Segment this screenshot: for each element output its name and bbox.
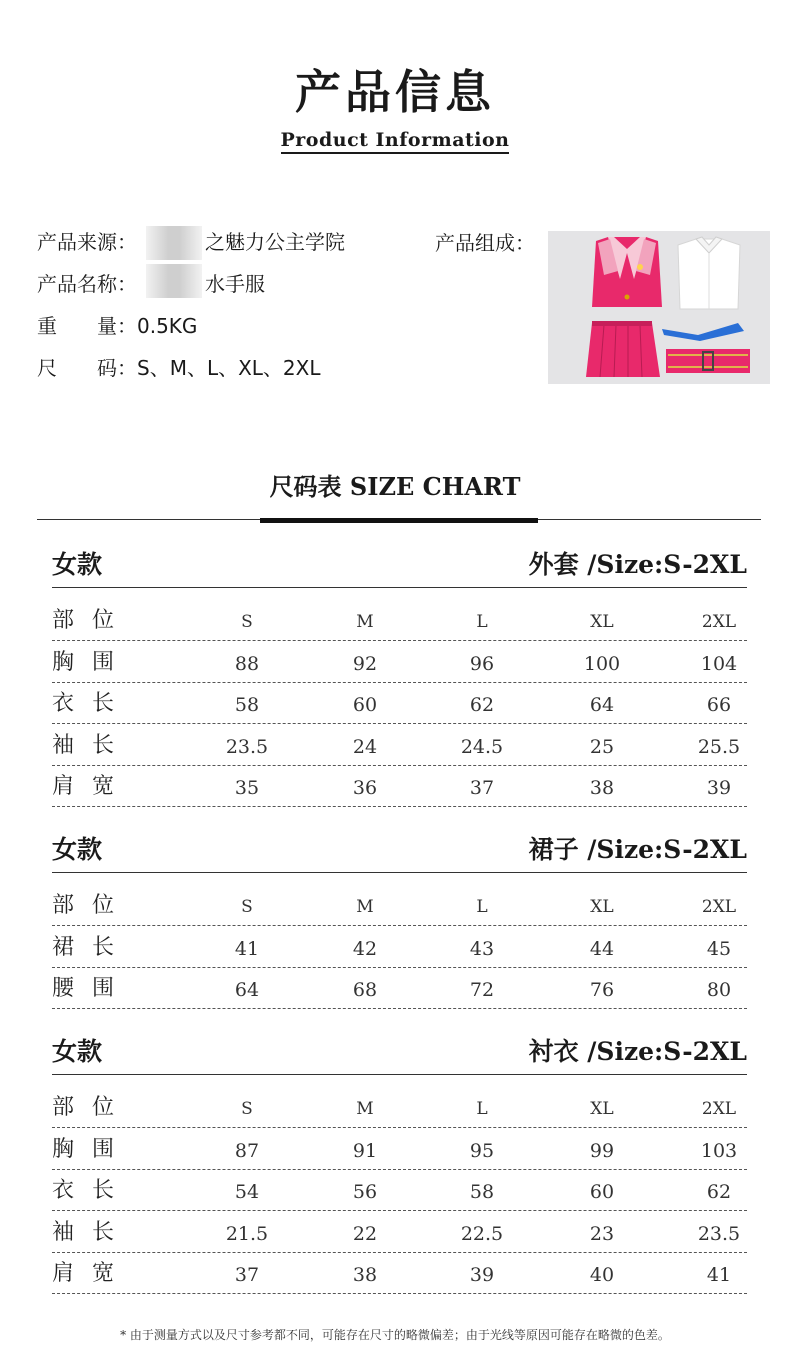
size-column-header: L [476,612,488,632]
row-label: 袖长 [52,732,133,758]
size-chart-title: 尺码表 SIZE CHART [269,472,521,501]
section-rule [52,872,747,873]
table-cell: 72 [469,979,495,1001]
table-cell: 87 [234,1139,260,1162]
tie-icon [662,323,744,341]
table-cell: 37 [234,1264,260,1286]
size-column-header: XL [590,1099,614,1119]
size-column-header: S [241,1099,253,1119]
size-column-header: S [241,897,253,917]
table-cell: 21.5 [225,1222,269,1245]
size-column-header: XL [590,612,614,632]
shirt-icon [678,237,740,309]
header-label: 部位 [52,608,133,633]
table-cell: 25.5 [697,735,741,758]
row-label: 胸围 [52,649,133,675]
table-header-row [52,885,747,926]
table-cell: 43 [469,937,495,960]
table-row [52,1212,747,1253]
table-cell: 42 [352,937,378,960]
table-cell: 58 [469,1181,495,1203]
table-cell: 99 [589,1139,615,1162]
row-label: 肩宽 [52,1261,133,1286]
size-column-header: 2XL [701,1099,737,1119]
table-cell: 60 [589,1181,615,1203]
source-value: 之魅力公主学院 [205,230,345,254]
header-label: 部位 [52,893,133,918]
size-column-header: 2XL [701,612,737,632]
table-cell: 64 [234,979,260,1001]
row-label: 腰围 [52,976,133,1001]
table-cell: 103 [700,1139,738,1162]
section-title [52,1032,747,1072]
jacket-icon [592,237,662,307]
table-cell: 39 [706,777,732,799]
table-cell: 91 [352,1139,378,1162]
name-label: 产品名称： [37,272,137,296]
table-cell: 23 [589,1222,615,1245]
weight-label: 重 量： [37,314,137,338]
section-rule [52,587,747,588]
section-title [52,545,747,585]
table-row [52,927,747,968]
table-cell: 95 [469,1139,495,1162]
size-column-header: L [476,897,488,917]
table-row [52,1170,747,1211]
table-cell: 68 [352,979,378,1001]
header-label: 部位 [52,1095,133,1120]
section-right-title: 衬衣 /Size:S-2XL [528,1037,747,1066]
table-cell: 56 [352,1181,378,1203]
row-label: 衣长 [52,691,133,716]
skirt-icon [586,321,660,377]
row-label: 衣长 [52,1178,133,1203]
table-cell: 23.5 [697,1222,741,1245]
footnote: * 由于测量方式以及尺寸参考都不同，可能存在尺寸的略微偏差；由于光线等原因可能存在略微的色差。 [120,1328,670,1342]
size-chart-accent-bar [260,518,538,523]
table-cell: 76 [589,979,615,1001]
table-cell: 62 [469,694,495,716]
table-cell: 80 [706,979,732,1001]
table-cell: 64 [589,694,615,716]
belt-icon [666,349,750,373]
table-row [52,968,747,1009]
table-cell: 58 [234,694,260,716]
blurred-name-mask [146,264,202,298]
table-cell: 36 [352,777,378,799]
table-cell: 92 [352,652,378,675]
table-cell: 35 [234,777,260,799]
info-weight-row [37,311,197,341]
blurred-brand-mask [146,226,202,260]
size-value: S、M、L、XL、2XL [137,356,321,380]
table-cell: 39 [469,1264,495,1286]
size-column-header: M [356,1099,374,1119]
composition-label: 产品组成： [435,231,535,255]
table-row [52,642,747,683]
table-cell: 22.5 [460,1222,504,1245]
section-right-title: 裙子 /Size:S-2XL [528,835,747,864]
table-cell: 100 [583,652,621,675]
table-cell: 60 [352,694,378,716]
section-title [52,830,747,870]
table-cell: 22 [352,1222,378,1245]
info-name-row [37,269,137,299]
table-cell: 41 [234,937,260,960]
table-cell: 41 [706,1264,732,1286]
product-illustration [548,231,770,384]
table-cell: 45 [706,937,732,960]
table-cell: 38 [352,1264,378,1286]
table-row [52,683,747,724]
table-cell: 23.5 [225,735,269,758]
size-column-header: M [356,897,374,917]
table-cell: 66 [706,694,732,716]
table-cell: 44 [589,937,615,960]
table-cell: 38 [589,777,615,799]
table-cell: 25 [589,735,615,758]
table-row [52,766,747,807]
section-left-title: 女款 [52,835,103,864]
table-cell: 24.5 [460,735,504,758]
info-source-row [37,227,137,257]
table-cell: 88 [234,652,260,675]
source-label: 产品来源： [37,230,137,254]
table-header-row [52,600,747,641]
page-title: 产品信息 [295,65,495,119]
page-subtitle [0,127,790,153]
row-label: 胸围 [52,1136,133,1162]
table-cell: 104 [700,652,738,675]
table-cell: 96 [469,652,495,675]
product-photo [548,231,770,384]
row-label: 袖长 [52,1219,133,1245]
section-left-title: 女款 [52,1037,103,1066]
size-label: 尺 码： [37,356,137,380]
row-label: 肩宽 [52,774,133,799]
table-row [52,1129,747,1170]
size-column-header: L [476,1099,488,1119]
weight-value: 0.5KG [137,314,198,338]
table-row [52,1253,747,1294]
table-cell: 62 [706,1181,732,1203]
section-rule [52,1074,747,1075]
table-cell: 37 [469,777,495,799]
size-column-header: 2XL [701,897,737,917]
section-right-title: 外套 /Size:S-2XL [528,550,747,579]
section-left-title: 女款 [52,550,103,579]
row-label: 裙长 [52,934,133,960]
table-row [52,725,747,766]
page-subtitle-text: Product Information [281,129,510,154]
info-size-row [37,353,321,383]
table-cell: 54 [234,1181,260,1203]
size-column-header: XL [590,897,614,917]
table-cell: 24 [352,735,378,758]
size-column-header: S [241,612,253,632]
table-header-row [52,1087,747,1128]
size-column-header: M [356,612,374,632]
name-value: 水手服 [205,272,265,296]
table-cell: 40 [589,1264,615,1286]
